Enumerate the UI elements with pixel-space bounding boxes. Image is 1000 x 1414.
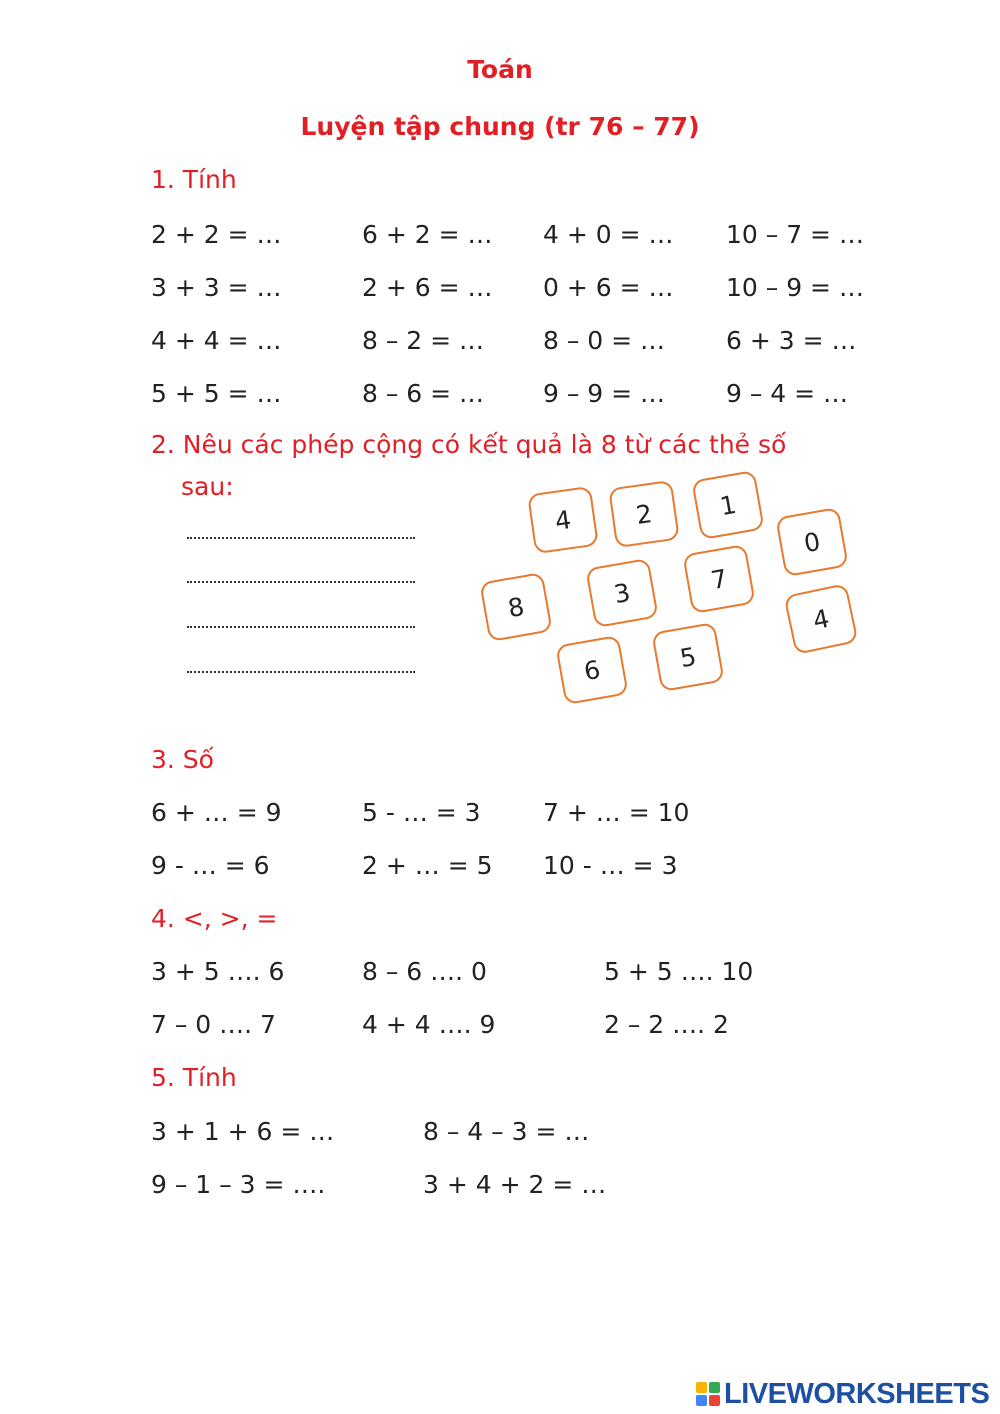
card-number: 1 [717, 489, 739, 521]
ex1-problem: 4 + 4 = … [151, 326, 282, 355]
number-card [527, 486, 599, 554]
ex1-problem: 8 – 2 = … [362, 326, 485, 355]
ex5-problem: 8 – 4 – 3 = … [423, 1117, 590, 1146]
number-card [608, 480, 680, 548]
card-number: 3 [611, 577, 633, 609]
brand-name: LIVEWORKSHEETS [724, 1377, 990, 1410]
ex4-problem: 4 + 4 …. 9 [362, 1010, 496, 1039]
ex1-problem: 2 + 2 = … [151, 220, 282, 249]
number-card [691, 470, 764, 540]
number-card [651, 622, 724, 692]
ex1-problem: 3 + 3 = … [151, 273, 282, 302]
ex1-problem: 2 + 6 = … [362, 273, 493, 302]
logo-mark-icon [696, 1382, 720, 1406]
exercise-5-heading: 5. Tính [151, 1063, 237, 1092]
ex4-problem: 5 + 5 …. 10 [604, 957, 754, 986]
card-number: 4 [810, 603, 832, 635]
exercise-2-heading-continued: sau: [181, 472, 234, 501]
ex1-problem: 6 + 3 = … [726, 326, 857, 355]
card-number: 5 [677, 641, 699, 673]
exercise-2-heading: 2. Nêu các phép cộng có kết quả là 8 từ các thẻ số [151, 430, 787, 459]
ex1-problem: 0 + 6 = … [543, 273, 674, 302]
ex3-problem: 6 + … = 9 [151, 798, 282, 827]
ex1-problem: 10 – 7 = … [726, 220, 864, 249]
ex5-problem: 9 – 1 – 3 = …. [151, 1170, 326, 1199]
ex1-problem: 8 – 0 = … [543, 326, 666, 355]
exercise-3-heading: 3. Số [151, 745, 214, 774]
number-card [585, 558, 658, 628]
ex5-problem: 3 + 1 + 6 = … [151, 1117, 335, 1146]
liveworksheets-logo [696, 1374, 989, 1414]
card-number: 8 [505, 591, 527, 623]
card-number: 6 [581, 654, 603, 686]
card-number: 2 [634, 498, 654, 530]
ex3-problem: 5 - … = 3 [362, 798, 481, 827]
ex1-problem: 6 + 2 = … [362, 220, 493, 249]
page-title: Toán [467, 55, 533, 84]
ex4-problem: 2 – 2 …. 2 [604, 1010, 729, 1039]
ex3-problem: 9 - … = 6 [151, 851, 270, 880]
ex1-problem: 4 + 0 = … [543, 220, 674, 249]
ex3-problem: 10 - … = 3 [543, 851, 678, 880]
answer-line[interactable] [187, 581, 415, 583]
ex1-problem: 9 – 9 = … [543, 379, 666, 408]
ex1-problem: 5 + 5 = … [151, 379, 282, 408]
answer-line[interactable] [187, 537, 415, 539]
number-card [775, 507, 848, 577]
ex4-problem: 3 + 5 …. 6 [151, 957, 285, 986]
number-card [682, 544, 755, 614]
ex1-problem: 8 – 6 = … [362, 379, 485, 408]
ex5-problem: 3 + 4 + 2 = … [423, 1170, 607, 1199]
exercise-4-heading: 4. <, >, = [151, 904, 278, 933]
number-card [783, 583, 858, 655]
answer-line[interactable] [187, 626, 415, 628]
card-number: 0 [801, 526, 823, 558]
ex1-problem: 9 – 4 = … [726, 379, 849, 408]
exercise-1-heading: 1. Tính [151, 165, 237, 194]
page-subtitle: Luyện tập chung (tr 76 – 77) [300, 112, 700, 141]
ex4-problem: 8 – 6 …. 0 [362, 957, 487, 986]
ex1-problem: 10 – 9 = … [726, 273, 864, 302]
number-card [479, 572, 552, 642]
number-card [555, 635, 628, 705]
ex3-problem: 2 + … = 5 [362, 851, 493, 880]
card-number: 4 [553, 504, 573, 536]
ex4-problem: 7 – 0 …. 7 [151, 1010, 276, 1039]
answer-line[interactable] [187, 671, 415, 673]
ex3-problem: 7 + … = 10 [543, 798, 690, 827]
card-number: 7 [708, 563, 730, 595]
